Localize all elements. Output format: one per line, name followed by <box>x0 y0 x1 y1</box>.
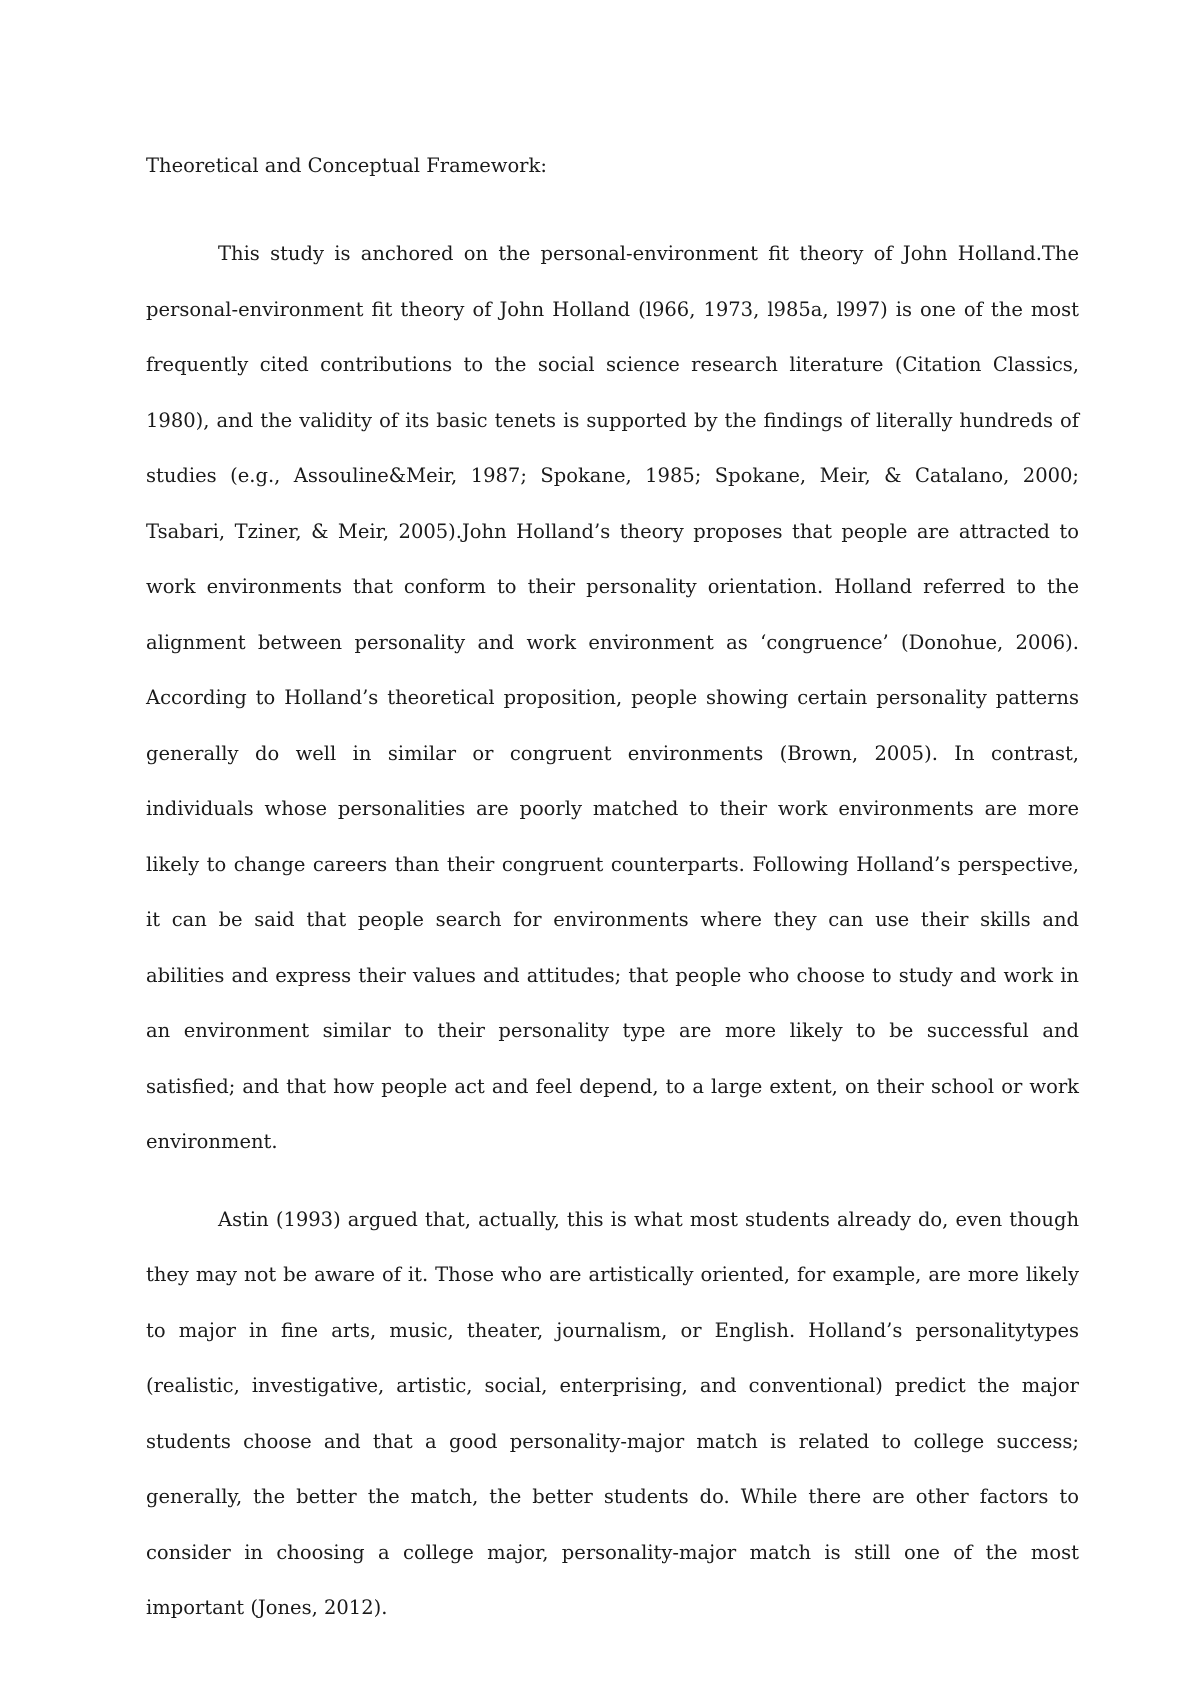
paragraph-1: This study is anchored on the personal-environment fit theory of John Holland.The personal-environment fit theory of John Holland (l966, 1973, l985a, l997) is one of the most frequently cited contributions to the social science research literature (Citation Classics, 1980), and the validity of its basic tenets is supported by the findings of literally hundreds of studies (e.g., Assouline&Meir, 1987; Spokane, 1985; Spokane, Meir, & Catalano, 2000; Tsabari, Tziner, & Meir, 2005).John Holland’s theory proposes that people are attracted to work environments that conform to their personality orientation. Holland referred to the alignment between personality and work environment as ‘congruence’ (Donohue, 2006). According to Holland’s theoretical proposition, people showing certain personality patterns generally do well in similar or congruent environments (Brown, 2005). In contrast, individuals whose personalities are poorly matched to their work environments are more likely to change careers than their congruent counterparts. Following Holland’s perspective, it can be said that people search for environments where they can use their skills and abilities and express their values and attitudes; that people who choose to study and work in an environment similar to their personality type are more likely to be successful and satisfied; and that how people act and feel depend, to a large extent, on their school or work environment. <box>146 242 1079 1153</box>
paragraph-2: Astin (1993) argued that, actually, this is what most students already do, even though they may not be aware of it. Those who are artistically oriented, for example, are more likely to major in fine arts, music, theater, journalism, or English. Holland’s personalitytypes (realistic, investigative, artistic, social, enterprising, and conventional) predict the major students choose and that a good personality-major match is related to college success; generally, the better the match, the better students do. While there are other factors to consider in choosing a college major, personality-major match is still one of the most important (Jones, 2012). <box>146 1207 1079 1619</box>
section-heading: Theoretical and Conceptual Framework: <box>146 154 547 177</box>
document-body <box>146 152 1079 1636</box>
